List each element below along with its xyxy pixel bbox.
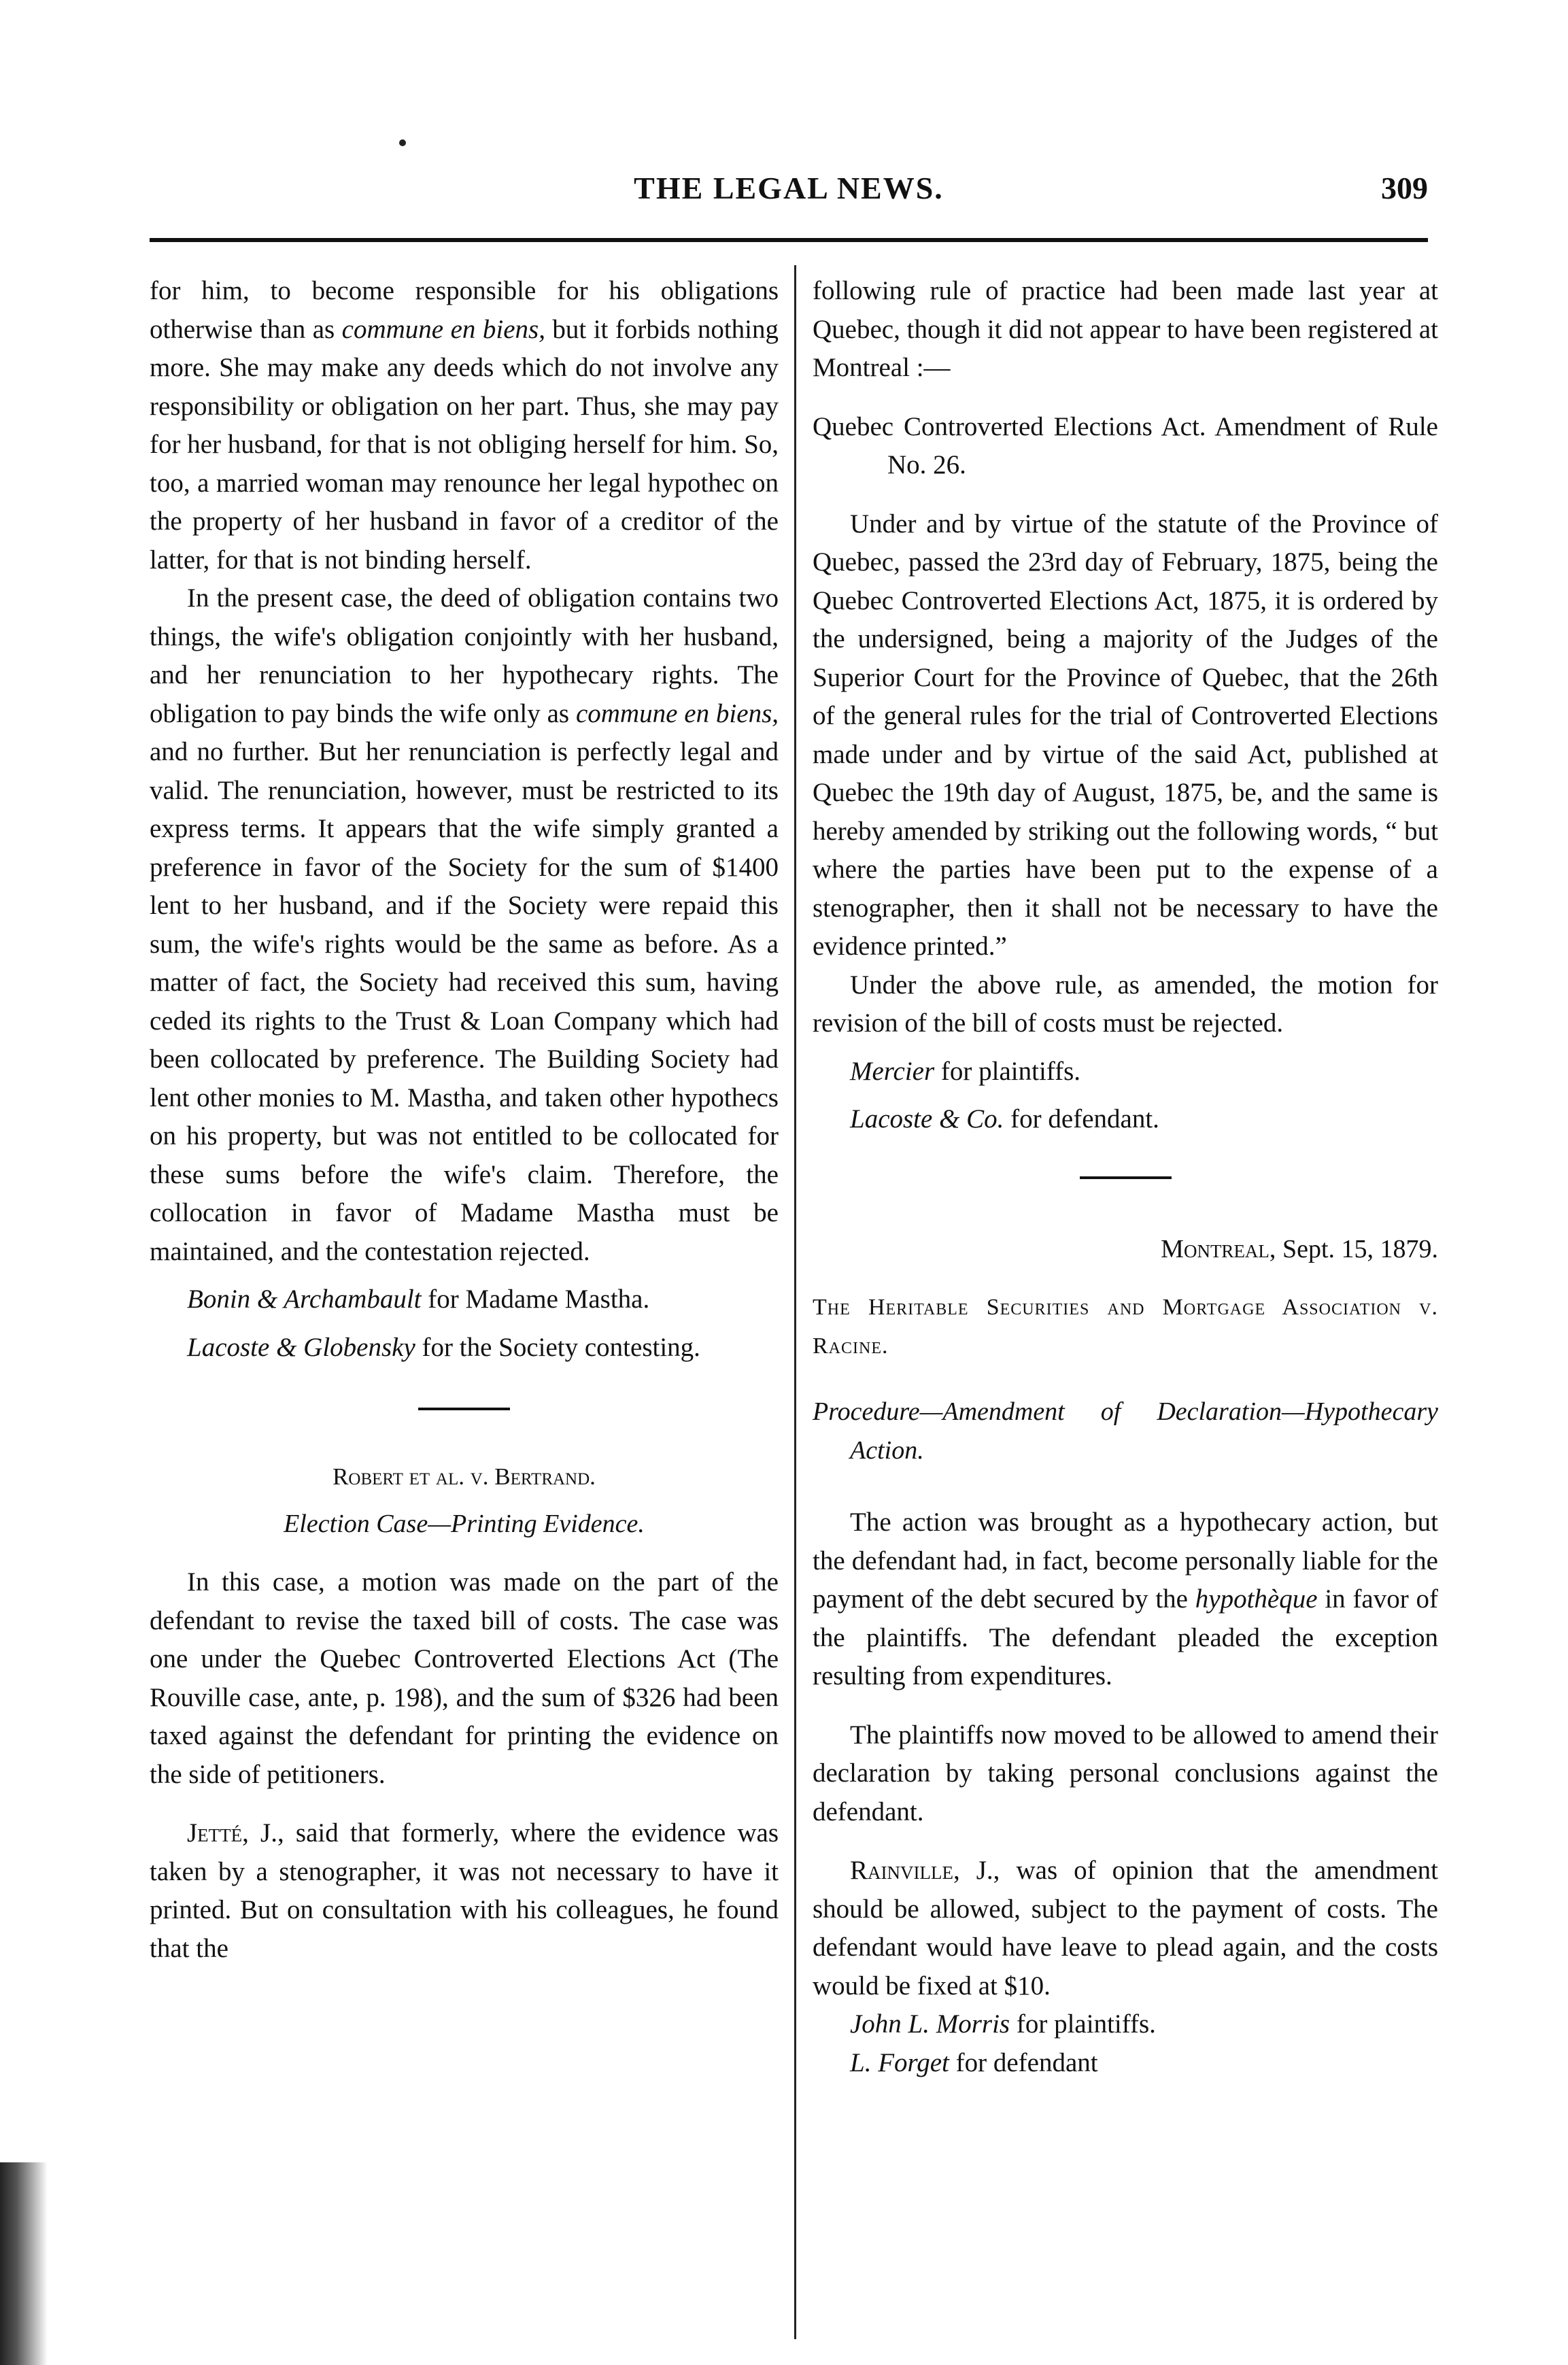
paragraph: Rainville, J., was of opinion that the amendment should be allowed, subject to the payment of costs. The defendant would have leave to plead again, and the costs would be fixed at $10. [813, 1856, 1438, 2001]
section-divider [1080, 1176, 1172, 1179]
paragraph: The action was brought as a hypothecary action, but the defendant had, in fact, become personally liable for the payment of the debt secured by the hypothèque in favor of the plaintiffs. The defendant pleaded the exception resulting from expenditures. [813, 1508, 1438, 1690]
running-title: THE LEGAL NEWS. [634, 171, 944, 205]
paragraph: Under the above rule, as amended, the motion for revision of the bill of costs must be rejected. [813, 970, 1438, 1038]
ink-speck [399, 139, 406, 146]
page-header [150, 170, 1428, 218]
rule-title: Quebec Controverted Elections Act. Amendment of Rule No. 26. [813, 411, 1438, 479]
paragraph: Under and by virtue of the statute of the Province of Quebec, passed the 23rd day of February, 1875, being the Quebec Controverted Elections Act, 1875, it is ordered by the undersigned, being a majority of the Judges of the Superior Court for the Province of Quebec, that the 26th of the general rules for the trial of Controverted Elections made under and by virtue of the said Act, published at Quebec the 19th day of August, 1875, be, and the same is hereby amended by striking out the following words, “ but where the parties have been put to the expense of a stenographer, then it shall not be necessary to have the evidence printed.” [813, 509, 1438, 961]
left-column [150, 272, 779, 1968]
paragraph: for him, to become responsible for his obligations otherwise than as commune en biens, but it forbids nothing more. She may make any deeds which do not involve any responsibility or obligation on her part. Thus, she may pay for her husband, for that is not obliging herself for him. So, too, a married woman may renounce her legal hypothec on the property of her husband in favor of a creditor of the latter, for that is not binding herself. [150, 276, 779, 575]
counsel-line: Lacoste & Globensky for the Society contesting. [187, 1332, 700, 1362]
page-number: 309 [1381, 171, 1428, 205]
paragraph: The plaintiffs now moved to be allowed to amend their declaration by taking personal conclusions against the defendant. [813, 1720, 1438, 1826]
paragraph: Jetté, J., said that formerly, where the evidence was taken by a stenographer, it was not necessary to have it printed. But on consultation with his colleagues, he found that the [150, 1818, 779, 1963]
case-title: Robert et al. v. Bertrand. [333, 1463, 596, 1490]
right-column [813, 272, 1438, 2082]
counsel-line: John L. Morris for plaintiffs. [850, 2009, 1156, 2039]
section-divider [418, 1408, 510, 1410]
case-subtitle: Election Case—Printing Evidence. [284, 1509, 645, 1538]
paragraph: In the present case, the deed of obligation contains two things, the wife's obligation conjointly with her husband, and her renunciation to her hypothecary rights. The obligation to pay binds the wife only as commune en biens, and no further. But her renunciation is perfectly legal and valid. The renunciation, however, must be restricted to its express terms. It appears that the wife simply granted a preference in favor of the Society for the sum of $1400 lent to her husband, and if the Society were repaid this sum, the wife's rights would be the same as before. As a matter of fact, the Society had received this sum, having ceded its rights to the Trust & Loan Company which had been collocated by preference. The Building Society had lent other monies to M. Mastha, and taken other hypothecs on his property, but was not entitled to be collocated for these sums before the wife's claim. Therefore, the collocation in favor of Madame Mastha must be maintained, and the contestation rejected. [150, 583, 779, 1266]
paragraph: following rule of practice had been made last year at Quebec, though it did not appear to have been registered at Montreal :— [813, 276, 1438, 382]
binding-shadow [0, 2162, 48, 2365]
case-title: The Heritable Securities and Mortgage Association v. Racine. [813, 1295, 1438, 1359]
case-subtitle: Procedure—Amendment of Declaration—Hypothecary Action. [813, 1397, 1438, 1465]
counsel-line: L. Forget for defendant [850, 2047, 1098, 2077]
counsel-line: Mercier for plaintiffs. [850, 1056, 1080, 1086]
counsel-line: Lacoste & Co. for defendant. [850, 1104, 1159, 1134]
header-rule [150, 238, 1428, 242]
paragraph: In this case, a motion was made on the part of the defendant to revise the taxed bill of costs. The case was one under the Quebec Controverted Elections Act (The Rouville case, ante, p. 198), and the sum of $326 had been taxed against the defendant for printing the evidence on the side of petitioners. [150, 1567, 779, 1789]
dateline: Montreal, Sept. 15, 1879. [1161, 1234, 1438, 1263]
column-divider [794, 265, 796, 2339]
counsel-line: Bonin & Archambault for Madame Mastha. [187, 1284, 650, 1314]
